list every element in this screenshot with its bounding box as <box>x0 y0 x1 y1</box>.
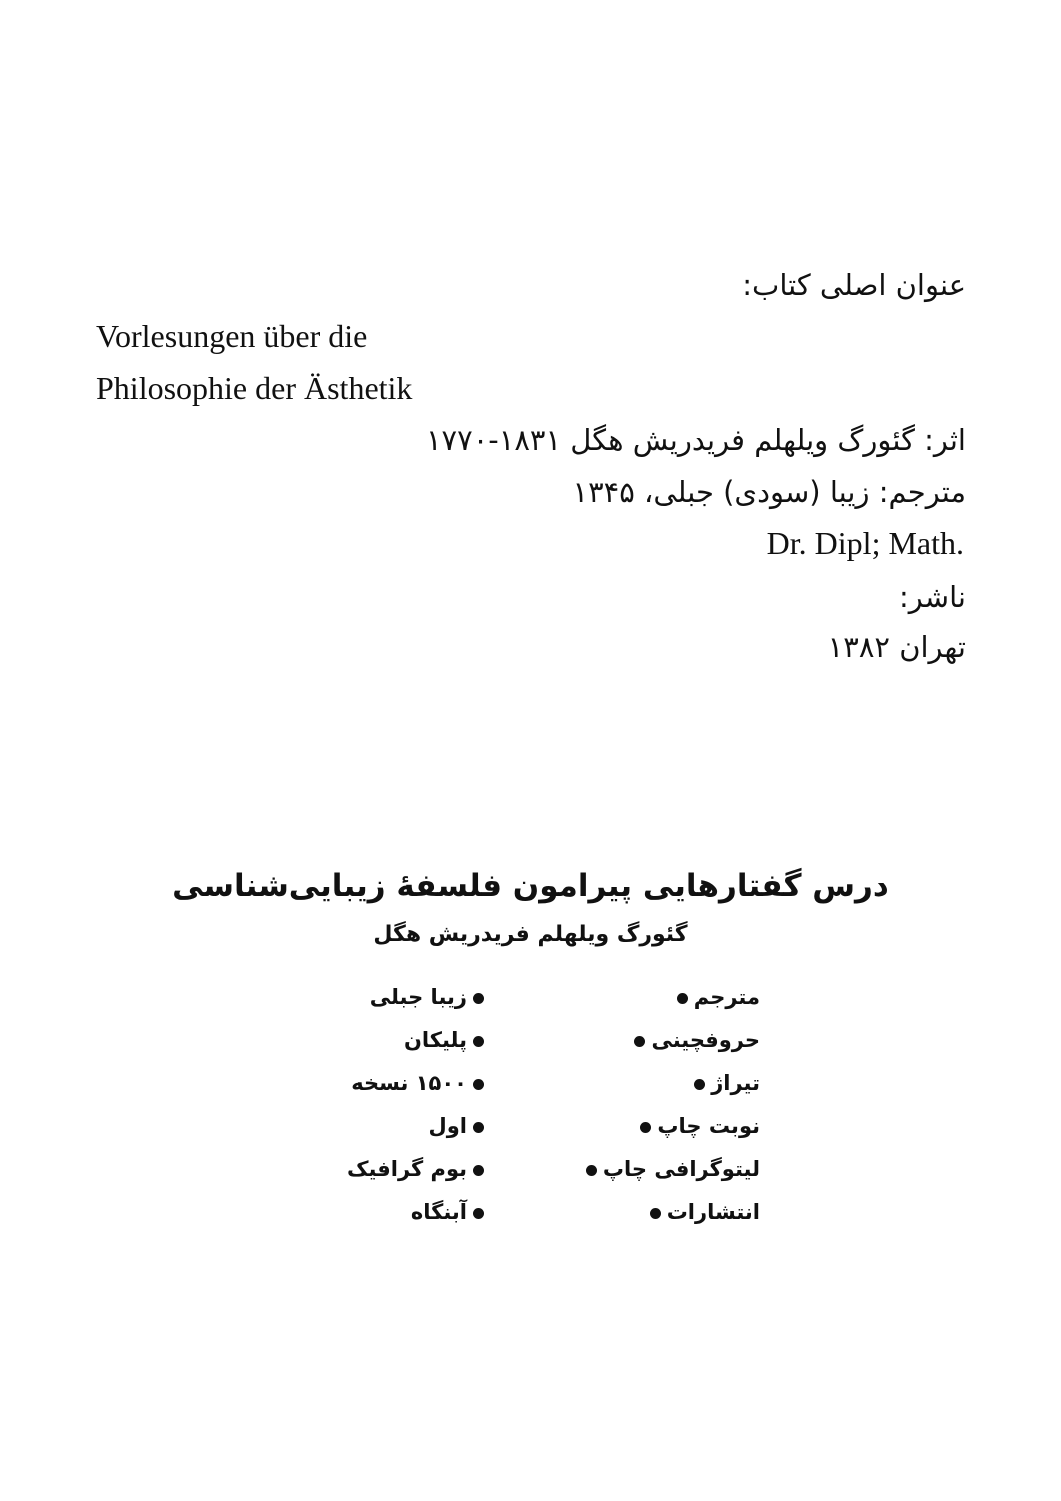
original-title-line-1: Vorlesungen über die <box>96 318 368 354</box>
credit-value: آبنگاه <box>411 1200 490 1224</box>
bullet-icon <box>473 1165 484 1176</box>
bullet-icon <box>677 993 688 1004</box>
bullet-icon <box>586 1165 597 1176</box>
bullet-icon <box>634 1036 645 1047</box>
book-author: گئورگ ویلهلم فریدریش هگل <box>373 922 688 947</box>
translator-line: مترجم: زیبا (سودی) جبلی، ۱۳۴۵ <box>572 475 966 509</box>
original-title-line-2: Philosophie der Ästhetik <box>96 370 413 406</box>
credit-row <box>300 1200 760 1238</box>
credit-row <box>300 1157 760 1195</box>
credit-label: انتشارات <box>644 1200 760 1224</box>
author-line: اثر: گئورگ ویلهلم فریدریش هگل ۱۸۳۱-۱۷۷۰ <box>425 423 966 457</box>
bullet-icon <box>473 1079 484 1090</box>
bullet-icon <box>650 1208 661 1219</box>
bullet-icon <box>473 1208 484 1219</box>
credit-label: مترجم <box>671 985 760 1009</box>
credit-value: ۱۵۰۰ نسخه <box>351 1071 490 1095</box>
credit-row <box>300 1028 760 1066</box>
place-year: تهران ۱۳۸۲ <box>827 630 966 664</box>
bullet-icon <box>473 1036 484 1047</box>
credit-label: نوبت چاپ <box>634 1114 760 1138</box>
book-title: درس گفتارهایی پیرامون فلسفهٔ زیبایی‌شناسی <box>172 868 889 904</box>
bullet-icon <box>473 993 484 1004</box>
credit-value: زیبا جبلی <box>370 985 490 1009</box>
credit-value: بوم گرافیک <box>347 1157 490 1181</box>
credit-row <box>300 985 760 1023</box>
credit-label: تیراژ <box>688 1071 760 1095</box>
credit-label: حروفچینی <box>628 1028 760 1052</box>
credit-label: لیتوگرافی چاپ <box>580 1157 760 1181</box>
original-title-label: عنوان اصلی کتاب: <box>742 268 966 302</box>
publisher-label: ناشر: <box>899 580 966 614</box>
credit-value: اول <box>429 1114 490 1138</box>
bullet-icon <box>640 1122 651 1133</box>
bullet-icon <box>694 1079 705 1090</box>
credit-value: پلیکان <box>404 1028 490 1052</box>
credit-row <box>300 1071 760 1109</box>
translator-credential: Dr. Dipl; Math. <box>766 525 964 561</box>
bullet-icon <box>473 1122 484 1133</box>
credit-row <box>300 1114 760 1152</box>
